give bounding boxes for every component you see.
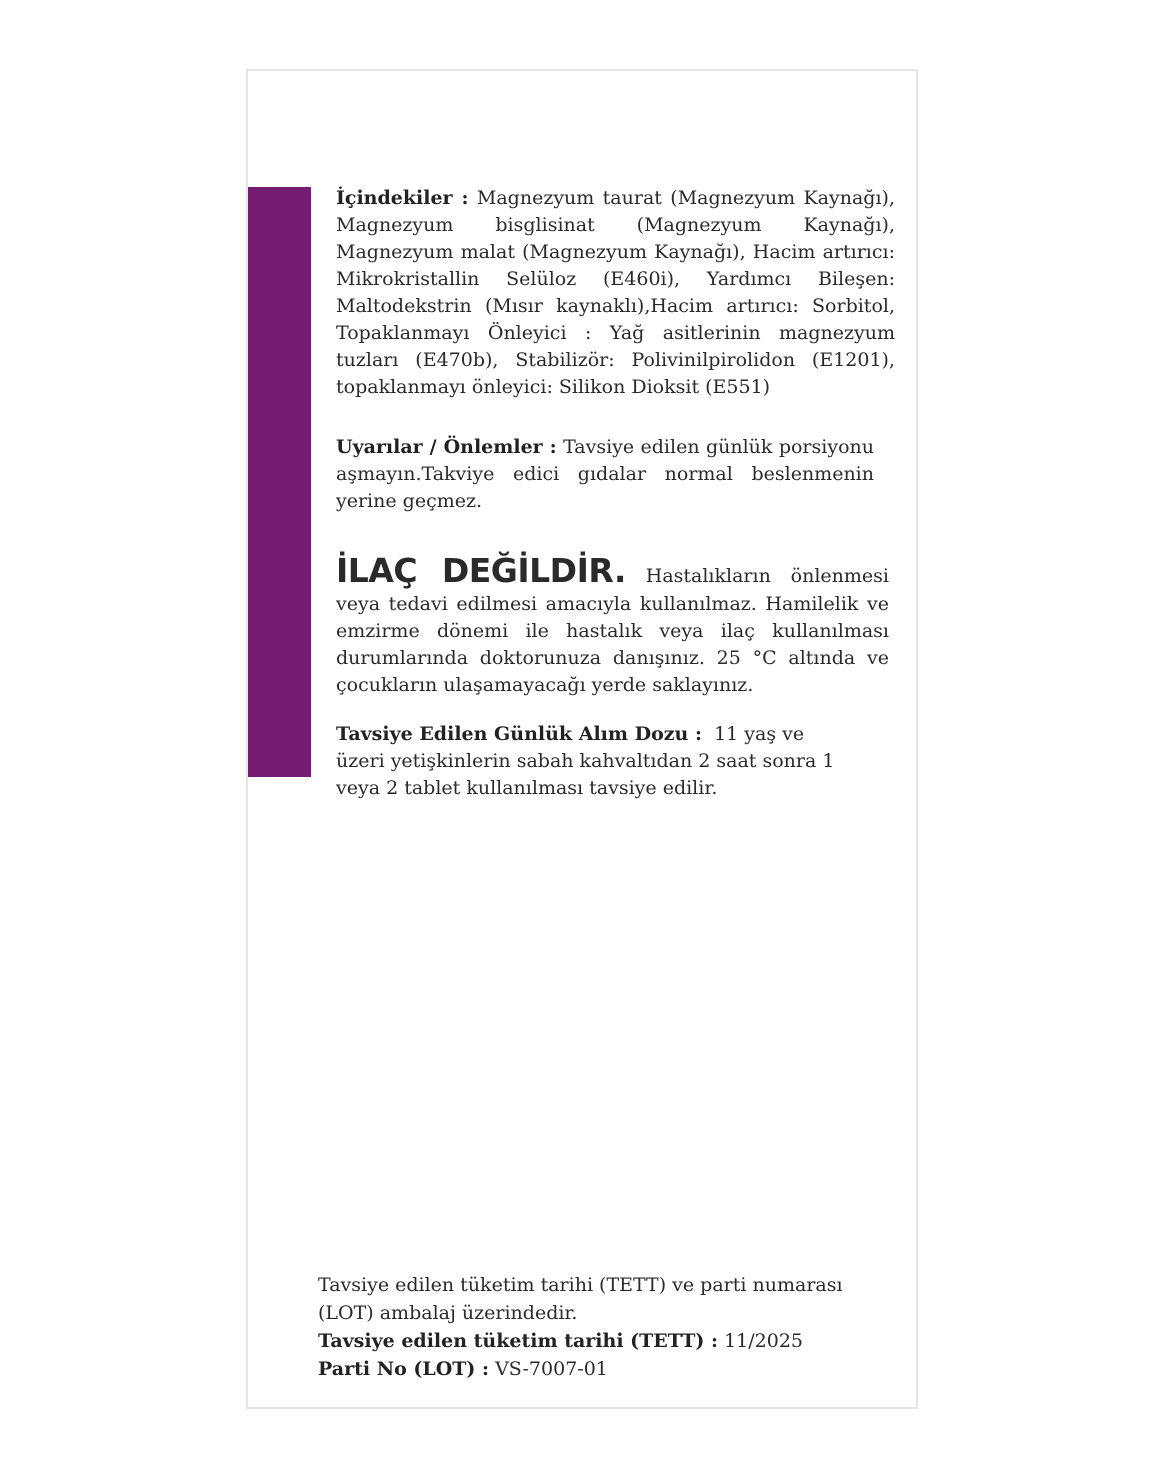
not-drug-paragraph bbox=[336, 551, 889, 699]
not-drug-text: Hastalıkların önlenmesi veya tedavi edilmesi amacıyla kullanılmaz. Hamilelik ve emzirme dönemi ile hastalık veya ilaç kullanılması durumlarında doktorunuza danışınız. 25 °C altında ve çocukların ulaşamayacağı yerde saklayınız. bbox=[336, 565, 889, 696]
warnings-label: Uyarılar / Önlemler : bbox=[336, 436, 557, 458]
lot-line bbox=[318, 1355, 878, 1383]
lot-value: VS-7007-01 bbox=[495, 1358, 608, 1380]
not-drug-heading: İLAÇ DEĞİLDİR. bbox=[336, 551, 626, 590]
ingredients-text: Magnezyum taurat (Magnezyum Kaynağı), Magnezyum bisglisinat (Magnezyum Kaynağı), Magnezyum malat (Magnezyum Kaynağı), Hacim artırıcı: Mikrokristallin Selüloz (E460i), Yardımcı Bileşen: Maltodekstrin (Mısır kaynaklı),Hacim artırıcı: Sorbitol, Topaklanmayı Önleyici : Yağ asitlerinin magnezyum tuzları (E470b), Stabilizör: Polivinilpirolidon (E1201), topaklanmayı önleyici: Silikon Dioksit (E551) bbox=[336, 187, 895, 398]
footer-info bbox=[318, 1271, 878, 1383]
dose-label: Tavsiye Edilen Günlük Alım Dozu : bbox=[336, 723, 702, 745]
warnings-text: Tavsiye edilen günlük porsiyonu aşmayın.Takviye edici gıdalar normal beslenmenin yerine geçmez. bbox=[336, 436, 874, 512]
dose-text: 11 yaş ve üzeri yetişkinlerin sabah kahvaltıdan 2 saat sonra 1 veya 2 tablet kullanılması tavsiye edilir. bbox=[336, 723, 835, 799]
dose-paragraph bbox=[336, 721, 846, 802]
ingredients-paragraph bbox=[336, 185, 895, 401]
accent-bar bbox=[248, 187, 311, 777]
ingredients-label: İçindekiler : bbox=[336, 187, 469, 209]
footer-note: Tavsiye edilen tüketim tarihi (TETT) ve parti numarası (LOT) ambalaj üzerindedir. bbox=[318, 1274, 843, 1324]
lot-label: Parti No (LOT) : bbox=[318, 1358, 490, 1380]
tett-value: 11/2025 bbox=[724, 1330, 803, 1352]
warnings-paragraph bbox=[336, 434, 874, 515]
tett-line bbox=[318, 1327, 878, 1355]
tett-label: Tavsiye edilen tüketim tarihi (TETT) : bbox=[318, 1330, 719, 1352]
